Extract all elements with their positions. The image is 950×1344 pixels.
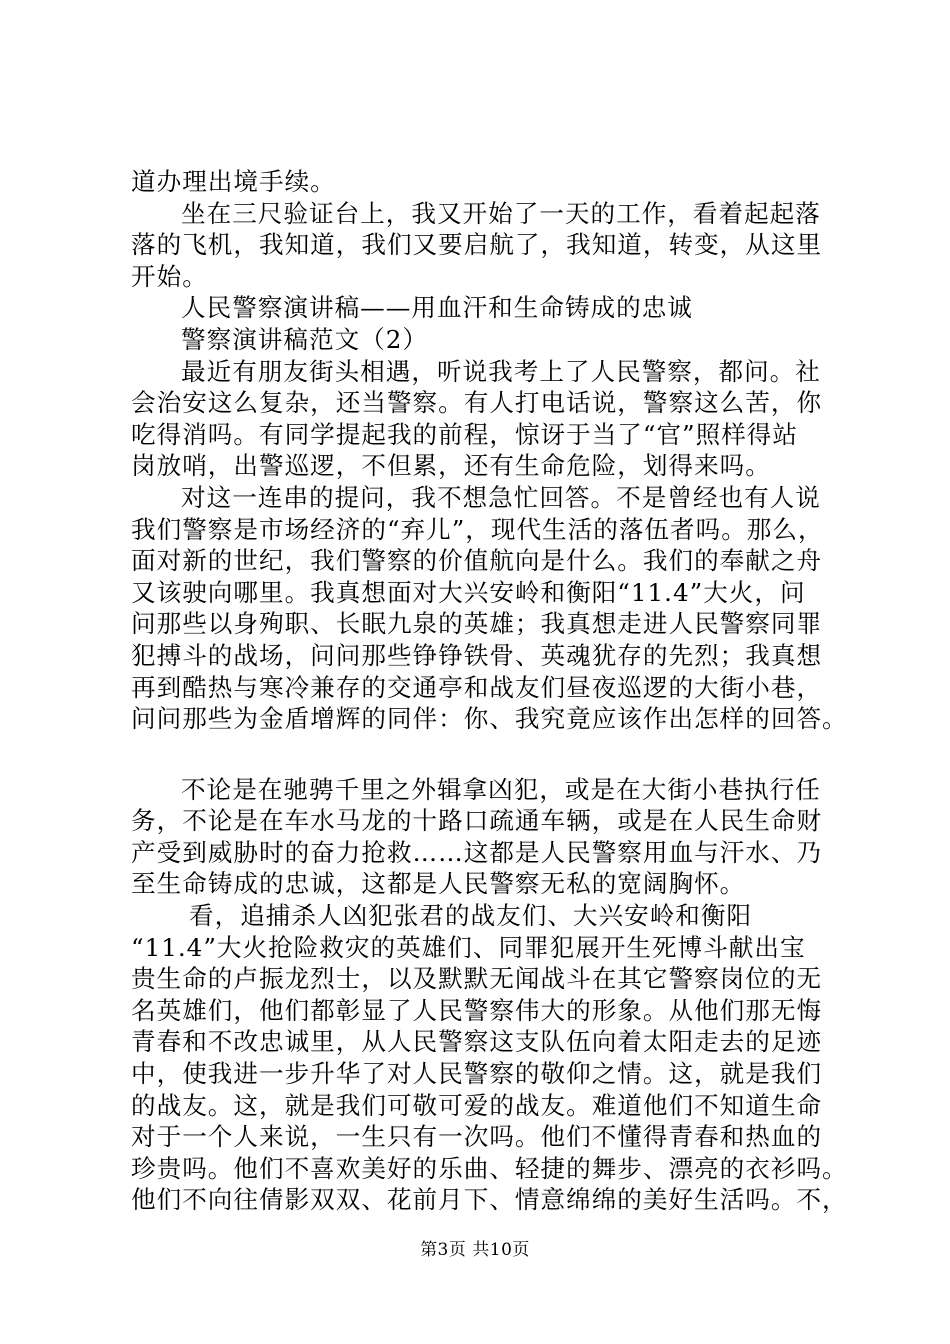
text-line: 再到酷热与寒冷兼存的交通亭和战友们昼夜巡逻的大街小巷， (131, 672, 823, 702)
text-line: 珍贵吗。他们不喜欢美好的乐曲、轻捷的舞步、漂亮的衣衫吗。 (131, 1153, 848, 1183)
text-line: 青春和不改忠诚里，从人民警察这支队伍向着太阳走去的足迹 (131, 1027, 823, 1057)
text-line: 中，使我进一步升华了对人民警察的敬仰之情。这，就是我们 (131, 1059, 823, 1089)
text-line: “11.4”大火抢险救灾的英雄们、同罪犯展开生死博斗献出宝 (131, 932, 806, 962)
paragraph-gap (131, 735, 831, 774)
text-line: 至生命铸成的忠诚，这都是人民警察无私的宽阔胸怀。 (131, 869, 746, 899)
body-text (131, 166, 848, 1216)
section-subtitle: 警察演讲稿范文（2） (181, 324, 428, 354)
text-line: 又该驶向哪里。我真想面对大兴安岭和衡阳“11.4”大火，问 (131, 577, 806, 607)
text-line: 岗放哨，出警巡逻，不但累，还有生命危险，划得来吗。 (131, 451, 771, 481)
text-line: 会治安这么复杂，还当警察。有人打电话说，警察这么苦，你 (131, 388, 823, 418)
paragraph-start-line: 看，追捕杀人凶犯张君的战友们、大兴安岭和衡阳 (189, 901, 753, 931)
text-line: 开始。 (131, 261, 208, 291)
text-line: 产受到威胁时的奋力抢救……这都是人民警察用血与汗水、乃 (131, 837, 823, 867)
text-line: 吃得消吗。有同学提起我的前程，惊讶于当了“官”照样得站 (131, 419, 798, 449)
text-line: 他们不向往倩影双双、花前月下、情意绵绵的美好生活吗。不， (131, 1185, 848, 1215)
page-number-label: 第3页 共10页 (420, 1240, 530, 1260)
text-line: 我们警察是市场经济的“弃儿”，现代生活的落伍者吗。那么， (131, 514, 824, 544)
paragraph-start-line: 最近有朋友街头相遇，听说我考上了人民警察，都问。社 (181, 356, 821, 386)
section-title: 人民警察演讲稿——用血汗和生命铸成的忠诚 (181, 293, 693, 323)
text-line: 落的飞机，我知道，我们又要启航了，我知道，转变，从这里 (131, 230, 823, 260)
text-line: 面对新的世纪，我们警察的价值航向是什么。我们的奉献之舟 (131, 546, 823, 576)
text-line: 问问那些为金盾增辉的同伴：你、我究竟应该作出怎样的回答。 (131, 704, 848, 734)
text-line: 务，不论是在车水马龙的十路口疏通车辆，或是在人民生命财 (131, 806, 823, 836)
text-line: 对于一个人来说，一生只有一次吗。他们不懂得青春和热血的 (131, 1122, 823, 1152)
paragraph-start-line: 坐在三尺验证台上，我又开始了一天的工作，看着起起落 (181, 198, 821, 228)
text-line: 问那些以身殉职、长眠九泉的英雄；我真想走进人民警察同罪 (131, 609, 823, 639)
text-line: 的战友。这，就是我们可敬可爱的战友。难道他们不知道生命 (131, 1090, 823, 1120)
text-line: 道办理出境手续。 (131, 167, 336, 196)
text-line: 贵生命的卢振龙烈士，以及默默无闻战斗在其它警察岗位的无 (131, 964, 823, 994)
text-line: 犯搏斗的战场，问问那些铮铮铁骨、英魂犹存的先烈；我真想 (131, 640, 823, 670)
text-line: 名英雄们，他们都彰显了人民警察伟大的形象。从他们那无悔 (131, 995, 823, 1025)
page-footer (0, 1239, 950, 1261)
paragraph-start-line: 不论是在驰骋千里之外辑拿凶犯，或是在大街小巷执行任 (181, 774, 821, 804)
paragraph-start-line: 对这一连串的提问，我不想急忙回答。不是曾经也有人说 (181, 482, 821, 512)
